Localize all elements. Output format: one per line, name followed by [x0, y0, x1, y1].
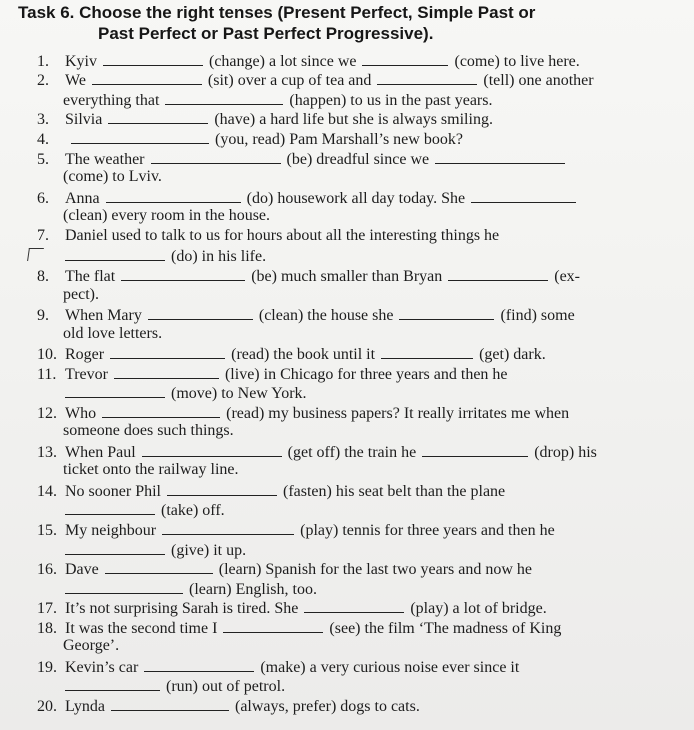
- answer-blank[interactable]: [102, 403, 220, 418]
- answer-blank[interactable]: [65, 676, 160, 691]
- exercise-line: 11. Trevor (live) in Chicago for three years and then he: [37, 366, 508, 383]
- exercise-line: 2. We (sit) over a cup of tea and (tell) one another: [37, 72, 594, 89]
- answer-blank[interactable]: [381, 344, 473, 359]
- exercise-line: 1. Kyiv (change) a lot since we (come) to live here.: [37, 53, 580, 70]
- answer-blank[interactable]: [162, 520, 294, 535]
- task-title-line-2: Past Perfect or Past Perfect Progressive).: [98, 24, 434, 43]
- exercise-line: 12. Who (read) my business papers? It really irritates me when: [37, 405, 570, 422]
- answer-blank[interactable]: [148, 305, 253, 320]
- pen-mark: [27, 248, 44, 261]
- answer-blank[interactable]: [121, 266, 245, 281]
- answer-blank[interactable]: [377, 70, 477, 85]
- exercise-line: old love letters.: [63, 325, 163, 342]
- exercise-line: 10. Roger (read) the book until it (get) dark.: [37, 346, 546, 363]
- answer-blank[interactable]: [422, 442, 528, 457]
- exercise-line: 16. Dave (learn) Spanish for the last two years and now he: [37, 561, 533, 578]
- exercise-line: 7. Daniel used to talk to us for hours about all the interesting things he: [37, 227, 500, 244]
- exercise-line: 19. Kevin’s car (make) a very curious noise ever since it: [37, 659, 520, 676]
- answer-blank[interactable]: [304, 598, 404, 613]
- task-title-line-1: Task 6. Choose the right tenses (Present Perfect, Simple Past or: [18, 3, 536, 22]
- answer-blank[interactable]: [223, 618, 323, 633]
- exercise-line: 3. Silvia (have) a hard life but she is always smiling.: [37, 111, 493, 128]
- exercise-line: George’.: [63, 637, 120, 654]
- task-title: [18, 2, 688, 44]
- answer-blank[interactable]: [65, 579, 183, 594]
- answer-blank[interactable]: [167, 481, 277, 496]
- exercise-line: 6. Anna (do) housework all day today. She: [37, 188, 578, 208]
- answer-blank[interactable]: [65, 246, 165, 261]
- exercise-line: (move) to New York.: [63, 383, 307, 403]
- answer-blank[interactable]: [103, 51, 203, 66]
- answer-blank[interactable]: [106, 188, 241, 203]
- answer-blank[interactable]: [92, 70, 202, 85]
- exercise-line: (come) to Lviv.: [63, 168, 162, 185]
- answer-blank[interactable]: [65, 383, 165, 398]
- exercise-line: 13. When Paul (get off) the train he (drop) his: [37, 444, 597, 461]
- exercise-line: 4. (you, read) Pam Marshall’s new book?: [37, 131, 463, 148]
- exercise-line: pect).: [63, 286, 99, 303]
- answer-blank[interactable]: [435, 149, 565, 164]
- answer-blank[interactable]: [65, 540, 165, 555]
- exercise-line: 20. Lynda (always, prefer) dogs to cats.: [37, 698, 420, 715]
- exercise-line: ticket onto the railway line.: [63, 461, 239, 478]
- exercise-line: 8. The flat (be) much smaller than Bryan (ex-: [37, 268, 581, 285]
- exercise-line: 17. It’s not surprising Sarah is tired. She (play) a lot of bridge.: [37, 600, 547, 617]
- exercise-line: (learn) English, too.: [63, 579, 317, 599]
- answer-blank[interactable]: [362, 51, 448, 66]
- answer-blank[interactable]: [111, 696, 229, 711]
- answer-blank[interactable]: [65, 500, 155, 515]
- answer-blank[interactable]: [142, 442, 282, 457]
- answer-blank[interactable]: [71, 129, 209, 144]
- answer-blank[interactable]: [399, 305, 494, 320]
- answer-blank[interactable]: [114, 364, 219, 379]
- exercise-line: 15. My neighbour (play) tennis for three years and then he: [37, 522, 555, 539]
- exercise-line: (do) in his life.: [63, 246, 266, 266]
- exercise-line: 5. The weather (be) dreadful since we: [37, 149, 567, 169]
- exercise-line: 18. It was the second time I (see) the film ‘The madness of King: [37, 620, 562, 637]
- exercise-line: (run) out of petrol.: [63, 676, 285, 696]
- exercise-line: everything that (happen) to us in the past years.: [63, 92, 493, 109]
- answer-blank[interactable]: [448, 266, 548, 281]
- answer-blank[interactable]: [165, 90, 283, 105]
- answer-blank[interactable]: [108, 109, 208, 124]
- answer-blank[interactable]: [144, 657, 254, 672]
- answer-blank[interactable]: [151, 149, 281, 164]
- exercise-line: 14. No sooner Phil (fasten) his seat belt than the plane: [37, 483, 506, 500]
- exercise-line: 9. When Mary (clean) the house she (find) some: [37, 307, 575, 324]
- exercise-line: (clean) every room in the house.: [63, 207, 271, 224]
- answer-blank[interactable]: [471, 188, 576, 203]
- exercise-line: (take) off.: [63, 500, 225, 520]
- answer-blank[interactable]: [110, 344, 225, 359]
- answer-blank[interactable]: [105, 559, 213, 574]
- exercise-line: someone does such things.: [63, 422, 234, 439]
- exercise-line: (give) it up.: [63, 540, 246, 560]
